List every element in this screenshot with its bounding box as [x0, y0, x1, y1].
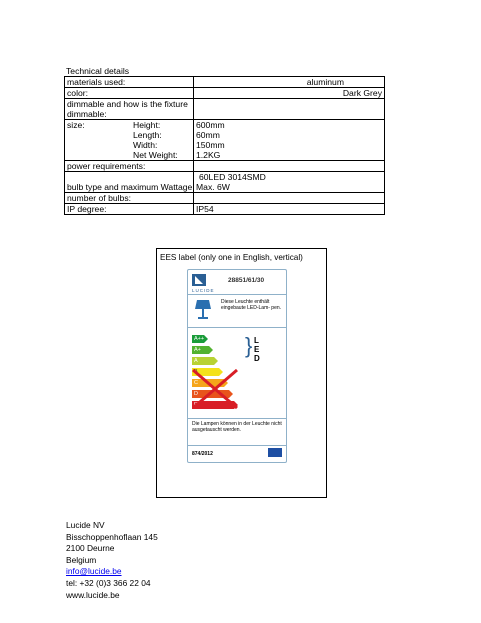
ip-degree-label: IP degree: [65, 204, 194, 215]
ees-label-caption: EES label (only one in English, vertical) [160, 253, 303, 262]
energy-class-arrow: D [192, 390, 229, 398]
table-row [65, 88, 385, 99]
dimmable-value [194, 99, 385, 120]
size-length-label: Length: [133, 130, 162, 140]
size-label: size: [67, 120, 85, 130]
energy-class-arrow: A+ [192, 346, 209, 354]
table-lamp-icon [194, 298, 212, 320]
bulb-type-value: 60LED 3014SMD [199, 172, 266, 182]
size-length-value: 60mm [196, 130, 220, 140]
divider [188, 327, 286, 328]
led-letter-l: L [254, 336, 259, 345]
led-letter-e: E [254, 345, 260, 354]
logo-text: LUCIDE [192, 288, 215, 293]
country: Belgium [66, 554, 97, 565]
table-row [65, 77, 385, 88]
size-values-cell [194, 120, 385, 161]
size-width-value: 150mm [196, 140, 225, 150]
energy-class-arrow: A++ [194, 336, 205, 342]
number-of-bulbs-label: number of bulbs: [65, 193, 194, 204]
energy-label-card [187, 269, 287, 463]
lamp-info-text: Diese Leuchte enthält eingebaute LED-Lam- pen. [221, 299, 282, 311]
table-row [65, 120, 385, 161]
phone-number: tel: +32 (0)3 366 22 04 [66, 577, 151, 588]
table-row [65, 193, 385, 204]
regulation-number: 874/2012 [192, 451, 213, 457]
led-letter-d: D [254, 354, 260, 363]
bulb-label: bulb type and maximum Wattage: [65, 172, 194, 193]
table-row [65, 161, 385, 172]
model-number: 28851/61/30 [228, 277, 265, 284]
size-height-value: 600mm [196, 120, 225, 130]
size-label-cell [65, 120, 194, 161]
dimmable-label-line-1: dimmable and how is the fixture [67, 99, 188, 109]
power-value [194, 161, 385, 172]
technical-details-title: Technical details [66, 66, 130, 76]
dimmable-label [65, 99, 194, 120]
size-weight-value: 1.2KG [196, 150, 221, 160]
power-label: power requirements: [65, 161, 194, 172]
lucide-logo-icon [192, 274, 206, 286]
divider [188, 294, 286, 295]
bulb-value-cell [194, 172, 385, 193]
company-address [66, 520, 158, 601]
divider [188, 418, 286, 419]
non-replaceable-lamps-text: Die Lampen können in der Leuchte nicht ausgetauscht werden. [192, 421, 282, 433]
street-address: Bisschoppenhoflaan 145 [66, 531, 158, 542]
table-row [65, 172, 385, 193]
size-weight-label: Net Weight: [133, 150, 178, 160]
technical-details-table [64, 76, 385, 215]
ip-degree-value: IP54 [194, 204, 385, 215]
email-link[interactable]: info@lucide.be [66, 566, 122, 577]
postal-city: 2100 Deurne [66, 543, 115, 554]
number-of-bulbs-value [194, 193, 385, 204]
eu-flag-icon [268, 448, 282, 457]
materials-label: materials used: [65, 77, 194, 88]
table-row [65, 204, 385, 215]
energy-class-arrow: A [192, 357, 214, 365]
brace-icon: } [245, 333, 253, 358]
cross-mark-icon [191, 368, 239, 410]
materials-value: aluminum [194, 77, 385, 88]
bulb-wattage-value: Max. 6W [196, 182, 230, 192]
size-height-label: Height: [133, 120, 161, 130]
divider [188, 445, 286, 446]
energy-class-arrow: C [192, 379, 224, 387]
color-label: color: [65, 88, 194, 99]
size-width-label: Width: [133, 140, 158, 150]
dimmable-label-line-2: dimmable: [67, 109, 107, 119]
website-text: www.lucide.be [66, 589, 120, 600]
color-value: Dark Grey [194, 88, 385, 99]
company-name: Lucide NV [66, 520, 105, 530]
table-row [65, 99, 385, 120]
